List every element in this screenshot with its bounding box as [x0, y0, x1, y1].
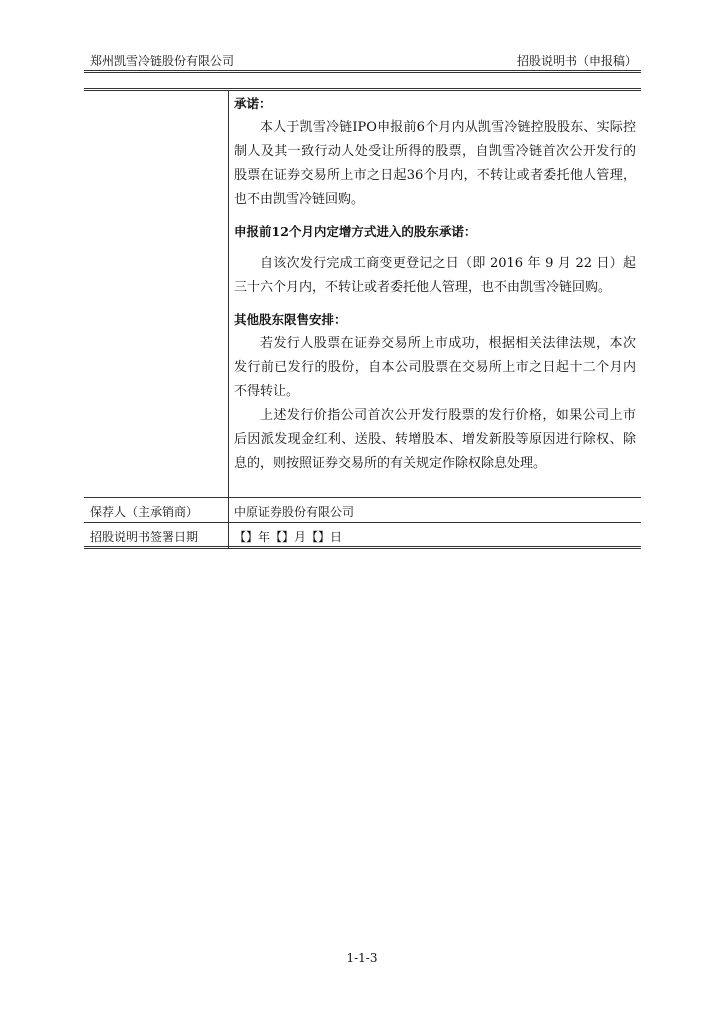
other-shareholders-title: 其他股东限售安排：	[234, 312, 347, 327]
commitment-paragraph: 本人于凯雪冷链IPO申报前6个月内从凯雪冷链控股股东、实际控制人及其一致行动人处受让所得的股票，自凯雪冷链首次公开发行的股票在证券交易所上市之日起36个月内，不转让或者委托他人管理，也不由凯雪冷链回购。	[234, 120, 636, 207]
page-number: 1-1-3	[346, 951, 378, 965]
sponsor-label: 保荐人（主承销商）	[90, 505, 199, 519]
row-divider-sponsor	[84, 497, 641, 498]
table-top-rule	[84, 88, 641, 89]
header-rule	[84, 70, 641, 71]
table-column-divider	[228, 90, 229, 548]
signing-date-value: 【】年【】月【】日	[234, 530, 343, 544]
other-shareholders-paragraph-2: 上述发行价指公司首次公开发行股票的发行价格，如果公司上市后因派发现金红利、送股、转增股本、增发新股等原因进行除权、除息的，则按照证券交易所的有关规定作除权除息处理。	[234, 408, 636, 471]
row-divider-date	[84, 522, 641, 523]
table-bottom-rule-secondary	[84, 548, 641, 549]
signing-date-label: 招股说明书签署日期	[90, 530, 199, 544]
header-rule-secondary	[84, 72, 641, 73]
document-type: 招股说明书（申报稿）	[516, 54, 637, 68]
sponsor-value: 中原证券股份有限公司	[234, 505, 355, 519]
lockup-commitments-cell	[234, 92, 636, 476]
table-bottom-rule	[84, 546, 641, 547]
private-placement-title: 申报前12个月内定增方式进入的股东承诺：	[234, 224, 477, 239]
table-top-rule-secondary	[84, 90, 641, 91]
company-name: 郑州凯雪冷链股份有限公司	[90, 54, 235, 68]
page-header	[84, 48, 641, 72]
other-shareholders-paragraph-1: 若发行人股票在证券交易所上市成功，根据相关法律法规，本次发行前已发行的股份，自本公司股票在交易所上市之日起十二个月内不得转让。	[234, 336, 636, 399]
commitment-title: 承诺：	[234, 96, 272, 111]
private-placement-paragraph: 自该次发行完成工商变更登记之日（即 2016 年 9 月 22 日）起三十六个月内，不转让或者委托他人管理，也不由凯雪冷链回购。	[234, 256, 636, 295]
